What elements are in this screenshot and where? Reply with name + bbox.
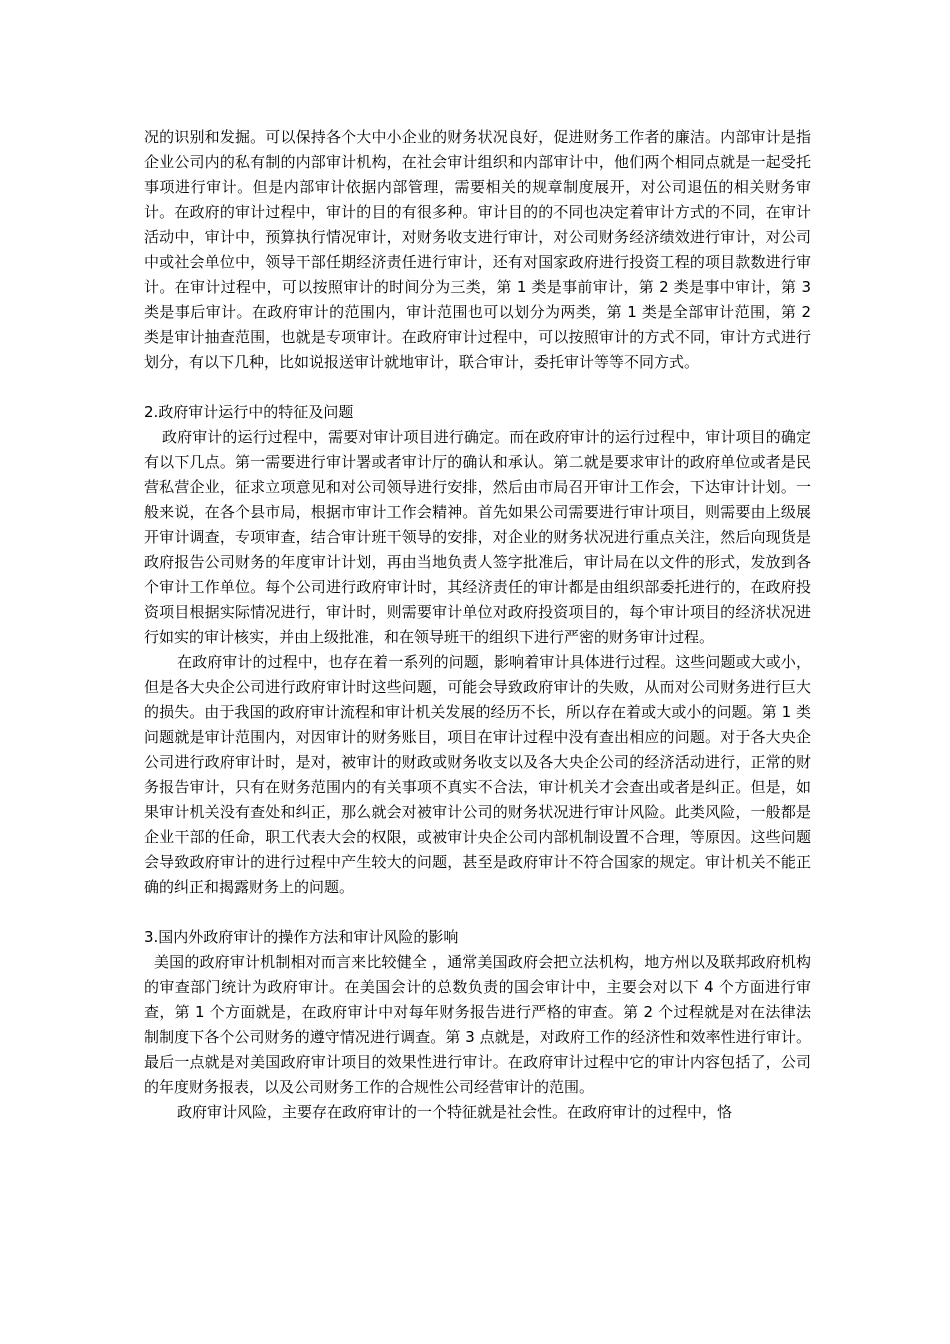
body-paragraph: 在政府审计的过程中，也存在着一系列的问题，影响着审计具体进行过程。这些问题或大或小，但是各大央企公司进行政府审计时这些问题，可能会导致政府审计的失败，从而对公司财务进行巨大的损失。由于我国的政府审计流程和审计机关发展的经历不长，所以存在着或大或小的问题。第 1 类问题就是审计范围内，对因审计的财务账目，项目在审计过程中没有查出相应的问题。对于各大央企公司进行政府审计时，是对，被审计的财政或财务收支以及各大央企公司的经济活动进行，正常的财务报告审计，只有在财务范围内的有关事项不真实不合法，审计机关才会查出或者是纠正。但是，如果审计机关没有查处和纠正，那么就会对被审计公司的财务状况进行审计风险。此类风险，一般都是企业干部的任命，职工代表大会的权限，或被审计央企公司内部机制设置不合理，等原因。这些问题会导致政府审计的进行过程中产生较大的问题，甚至是政府审计不符合国家的规定。审计机关不能正确的纠正和揭露财务上的问题。 bbox=[144, 653, 811, 896]
body-paragraph: 况的识别和发掘。可以保持各个大中小企业的财务状况良好，促进财务工作者的廉洁。内部审计是指企业公司内的私有制的内部审计机构，在社会审计组织和内部审计中，他们两个相同点就是一起受托事项进行审计。但是内部审计依据内部管理，需要相关的规章制度展开，对公司退伍的相关财务审计。在政府的审计过程中，审计的目的有很多种。审计目的的不同也决定着审计方式的不同，在审计活动中，审计中，预算执行情况审计，对财务收支进行审计，对公司财务经济绩效进行审计，对公司中或社会单位中，领导干部任期经济责任进行审计，还有对国家政府进行投资工程的项目款数进行审计。在审计过程中，可以按照审计的时间分为三类，第 1 类是事前审计，第 2 类是事中审计，第 3 类是事后审计。在政府审计的范围内，审计范围也可以划分为两类，第 1 类是全部审计范围，第 2 类是审计抽查范围，也就是专项审计。在政府审计过程中，可以按照审计的方式不同，审计方式进行划分，有以下几种，比如说报送审计就地审计，联合审计，委托审计等等不同方式。 bbox=[144, 128, 811, 371]
body-paragraph: 美国的政府审计机制相对而言来比较健全 ，通常美国政府会把立法机构，地方州以及联邦政府机构的审查部门统计为政府审计。在美国会计的总数负责的国会审计中，主要会对以下 4 个方面进行审查，第 1 个方面就是，在政府审计中对每年财务报告进行严格的审查。第 2 个过程就是对在法律法制制度下各个公司财务的遵守情况进行调查。第 3 点就是，对政府工作的经济性和效率性进行审计。最后一点就是对美国政府审计项目的效果性进行审计。在政府审计过程中它的审计内容包括了，公司的年度财务报表，以及公司财务工作的合规性公司经营审计的范围。 bbox=[144, 953, 811, 1096]
paragraph-spacer bbox=[144, 375, 811, 400]
section-heading-3: 3.国内外政府审计的操作方法和审计风险的影响 bbox=[144, 928, 459, 946]
body-paragraph: 政府审计风险，主要存在政府审计的一个特征就是社会性。在政府审计的过程中，恪 bbox=[177, 1103, 733, 1121]
document-page bbox=[144, 125, 811, 1125]
paragraph-spacer bbox=[144, 900, 811, 925]
body-paragraph: 政府审计的运行过程中，需要对审计项目进行确定。而在政府审计的运行过程中，审计项目的确定有以下几点。第一需要进行审计署或者审计厅的确认和承认。第二就是要求审计的政府单位或者是民营私营企业，征求立项意见和对公司领导进行安排，然后由市局召开审计工作会，下达审计计划。一般来说，在各个县市局，根据市审计工作会精神。首先如果公司需要进行审计项目，则需要由上级展开审计调查，专项审查，结合审计班干领导的安排，对企业的财务状况进行重点关注，然后向现货是政府报告公司财务的年度审计计划，再由当地负责人签字批准后，审计局在以文件的形式，发放到各个审计工作单位。每个公司进行政府审计时，其经济责任的审计都是由组织部委托进行的，在政府投资项目根据实际情况进行，审计时，则需要审计单位对政府投资项目的，每个审计项目的经济状况进行如实的审计核实，并由上级批准，和在领导班干的组织下进行严密的财务审计过程。 bbox=[144, 428, 811, 646]
section-heading-2: 2.政府审计运行中的特征及问题 bbox=[144, 403, 354, 421]
